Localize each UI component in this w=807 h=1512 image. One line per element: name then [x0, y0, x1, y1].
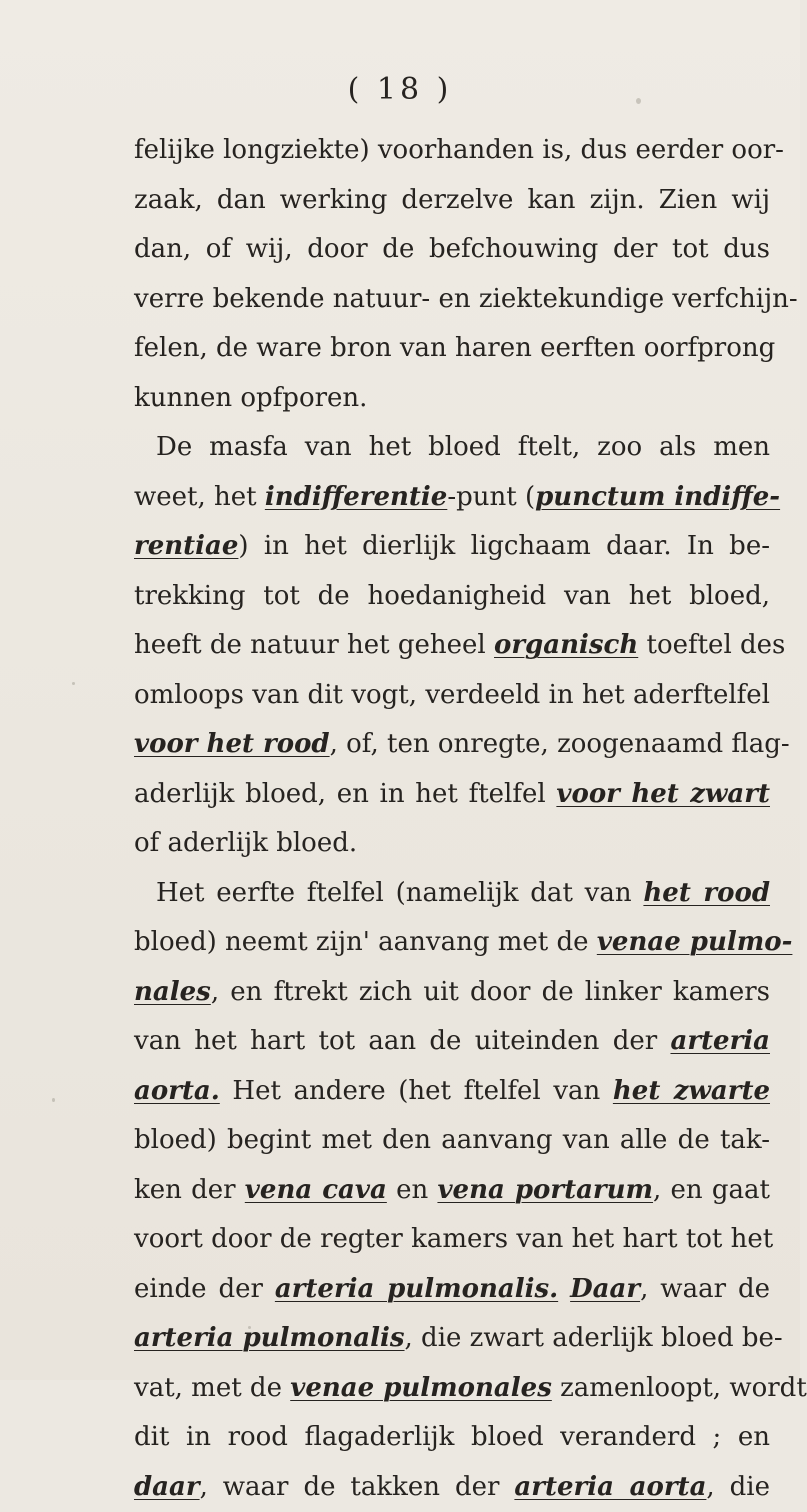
italic-term: organisch	[494, 630, 638, 660]
text-segment: dit in rood flagaderlijk bloed veranderd ; en	[134, 1422, 770, 1452]
text-line	[134, 1265, 770, 1315]
italic-term: venae pulmonales	[290, 1373, 552, 1403]
italic-term: indifferentie	[265, 482, 447, 512]
text-segment: toeftel des	[638, 630, 785, 660]
text-line	[134, 473, 770, 523]
text-segment: omloops van dit vogt, verdeeld in het aderftelfel	[134, 680, 770, 710]
italic-term: rentiae	[134, 531, 238, 561]
italic-term: arteria pulmonalis	[134, 1323, 405, 1353]
text-line	[134, 770, 770, 820]
text-line	[134, 819, 770, 869]
paper-speck	[72, 682, 75, 685]
text-line	[134, 1314, 770, 1364]
text-line	[134, 126, 770, 176]
text-segment: weet, het	[134, 482, 265, 512]
text-segment: zaak, dan werking derzelve kan zijn. Zien wij	[134, 185, 770, 215]
text-segment: van het hart tot aan de uiteinden der	[134, 1026, 670, 1056]
paper-speck	[636, 98, 641, 104]
text-segment: ) in het dierlijk ligchaam daar. In be-	[238, 531, 770, 561]
text-segment: , waar de	[640, 1274, 770, 1304]
italic-term: voor het rood	[134, 729, 330, 759]
italic-term: arteria aorta	[514, 1472, 706, 1502]
body-text	[134, 126, 770, 1512]
text-segment: zamenloopt, wordt	[552, 1373, 807, 1403]
text-segment: verre bekende natuur- en ziektekundige verfchijn-	[134, 284, 798, 314]
text-segment: De masfa van het bloed ftelt, zoo als men	[156, 432, 770, 462]
text-line	[134, 1017, 770, 1067]
text-line	[134, 1166, 770, 1216]
italic-term: het zwarte	[613, 1076, 770, 1106]
text-line	[134, 720, 770, 770]
italic-term: arteria	[670, 1026, 770, 1056]
text-segment: voort door de regter kamers van het hart tot het	[134, 1224, 773, 1254]
italic-term: aorta.	[134, 1076, 220, 1106]
text-segment: bloed) neemt zijn' aanvang met de	[134, 927, 597, 957]
text-line	[134, 1116, 770, 1166]
text-segment: aderlijk bloed, en in het ftelfel	[134, 779, 556, 809]
italic-term: voor het zwart	[556, 779, 770, 809]
italic-term: arteria pulmonalis.	[275, 1274, 558, 1304]
text-segment: heeft de natuur het geheel	[134, 630, 494, 660]
italic-term: venae pulmo-	[597, 927, 793, 957]
text-segment	[558, 1274, 570, 1304]
paper-speck	[248, 1326, 251, 1329]
text-segment: Het andere (het ftelfel van	[220, 1076, 613, 1106]
text-segment: -punt (	[447, 482, 535, 512]
text-line	[134, 572, 770, 622]
text-segment: , en ftrekt zich uit door de linker kamers	[211, 977, 770, 1007]
text-segment: en	[387, 1175, 438, 1205]
text-segment: vat, met de	[134, 1373, 290, 1403]
text-line	[134, 869, 770, 919]
text-line	[134, 1067, 770, 1117]
text-line	[134, 621, 770, 671]
italic-term: daar	[134, 1472, 200, 1502]
text-segment: Het eerfte ftelfel (namelijk dat van	[156, 878, 643, 908]
text-segment: of aderlijk bloed.	[134, 828, 357, 858]
text-line	[134, 968, 770, 1018]
text-segment: felen, de ware bron van haren eerften oorfprong	[134, 333, 775, 363]
text-segment: , die zwart aderlijk bloed be-	[405, 1323, 783, 1353]
paper-speck	[52, 1098, 55, 1102]
text-segment: , die	[706, 1472, 770, 1502]
italic-term: nales	[134, 977, 211, 1007]
italic-term: punctum indiffe-	[535, 482, 780, 512]
text-line	[134, 1463, 770, 1512]
text-line	[134, 324, 770, 374]
italic-term: Daar	[570, 1274, 640, 1304]
text-line	[134, 423, 770, 473]
text-line	[134, 671, 770, 721]
text-line	[134, 1215, 770, 1265]
text-line	[134, 1364, 770, 1414]
text-line	[134, 275, 770, 325]
text-segment: , waar de takken der	[200, 1472, 515, 1502]
text-segment: , of, ten onregte, zoogenaamd flag-	[330, 729, 790, 759]
text-line	[134, 374, 770, 424]
text-line	[134, 176, 770, 226]
italic-term: vena cava	[245, 1175, 387, 1205]
text-segment: dan, of wij, door de befchouwing der tot dus	[134, 234, 770, 264]
text-segment: ken der	[134, 1175, 245, 1205]
text-segment: felijke longziekte) voorhanden is, dus eerder oor-	[134, 135, 784, 165]
text-segment: einde der	[134, 1274, 275, 1304]
page-number: ( 18 )	[0, 72, 800, 107]
text-segment: trekking tot de hoedanigheid van het bloed,	[134, 581, 770, 611]
text-line	[134, 918, 770, 968]
text-line	[134, 1413, 770, 1463]
text-line	[134, 522, 770, 572]
text-segment: , en gaat	[653, 1175, 770, 1205]
text-line	[134, 225, 770, 275]
italic-term: vena portarum	[437, 1175, 653, 1205]
text-segment: bloed) begint met den aanvang van alle de tak-	[134, 1125, 770, 1155]
italic-term: het rood	[643, 878, 770, 908]
text-segment: kunnen opfporen.	[134, 383, 367, 413]
